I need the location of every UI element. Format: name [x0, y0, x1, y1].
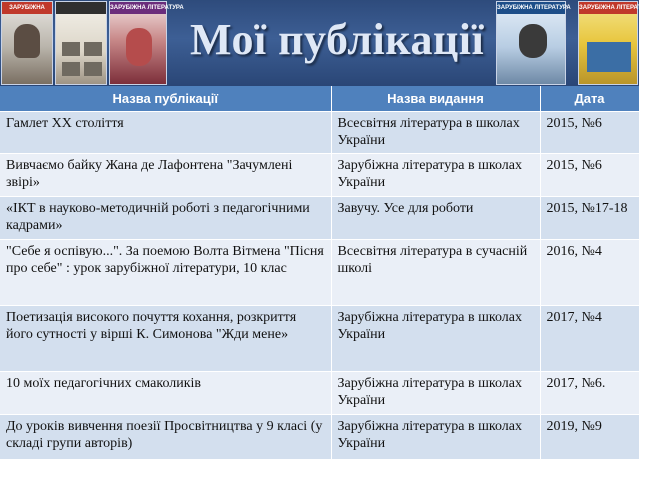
publication-edition: Завучу. Усе для роботи — [331, 197, 540, 240]
publication-date: 2019, №9 — [540, 415, 639, 459]
table-row — [0, 415, 639, 459]
publication-title: 10 моїх педагогічних смаколиків — [0, 372, 331, 415]
publication-edition: Зарубіжна література в школах України — [331, 415, 540, 459]
column-header-title: Назва публікації — [0, 86, 331, 112]
publication-date: 2015, №6 — [540, 154, 639, 197]
publication-edition: Зарубіжна література в школах України — [331, 372, 540, 415]
cover-masthead: ЗАРУБІЖНА ЛІТЕРАТУРА — [497, 2, 565, 14]
publication-date: 2016, №4 — [540, 240, 639, 306]
publications-table — [0, 86, 640, 459]
column-header-edition: Назва видання — [331, 86, 540, 112]
header-banner — [0, 0, 653, 86]
publication-title: Гамлет XX століття — [0, 112, 331, 154]
magazine-cover-image — [578, 1, 653, 85]
magazine-cover-image — [1, 1, 53, 85]
cover-masthead: ЗАРУБІЖНА ЛІТЕРАТУРА — [579, 2, 637, 14]
publication-title: До уроків вивчення поезії Просвітництва у 9 класі (у складі групи авторів) — [0, 415, 331, 459]
magazine-cover-image — [109, 1, 184, 85]
book-cover-image — [55, 1, 107, 85]
table-row — [0, 306, 639, 372]
publication-edition: Зарубіжна література в школах України — [331, 154, 540, 197]
magazine-cover-image — [496, 1, 571, 85]
publication-title: Вивчаємо байку Жана де Лафонтена "Зачумлені звірі» — [0, 154, 331, 197]
publication-edition: Всесвітня література в школах України — [331, 112, 540, 154]
publication-date: 2017, №6. — [540, 372, 639, 415]
publication-title: «ІКТ в науково-методичній роботі з педагогічними кадрами» — [0, 197, 331, 240]
publication-edition: Всесвітня література в сучасній школі — [331, 240, 540, 306]
table-row — [0, 112, 639, 154]
publication-title: "Себе я оспівую...". За поемою Волта Вітмена "Пісня про себе" : урок зарубіжної літератури, 10 клас — [0, 240, 331, 306]
cover-masthead: ЗАРУБІЖНА ЛІТЕРАТУРА — [110, 2, 166, 14]
publication-date: 2015, №6 — [540, 112, 639, 154]
table-row — [0, 197, 639, 240]
publication-edition: Зарубіжна література в школах України — [331, 306, 540, 372]
cover-masthead — [56, 2, 106, 14]
table-header-row — [0, 86, 639, 112]
cover-masthead: ЗАРУБІЖНА — [2, 2, 52, 14]
column-header-date: Дата — [540, 86, 639, 112]
page-title: Мої публікації — [190, 15, 485, 64]
publication-title: Поетизація високого почуття кохання, розкриття його сутності у вірші К. Симонова "Жди мене» — [0, 306, 331, 372]
table-row — [0, 372, 639, 415]
table-row — [0, 154, 639, 197]
publication-date: 2015, №17-18 — [540, 197, 639, 240]
table-row — [0, 240, 639, 306]
publication-date: 2017, №4 — [540, 306, 639, 372]
